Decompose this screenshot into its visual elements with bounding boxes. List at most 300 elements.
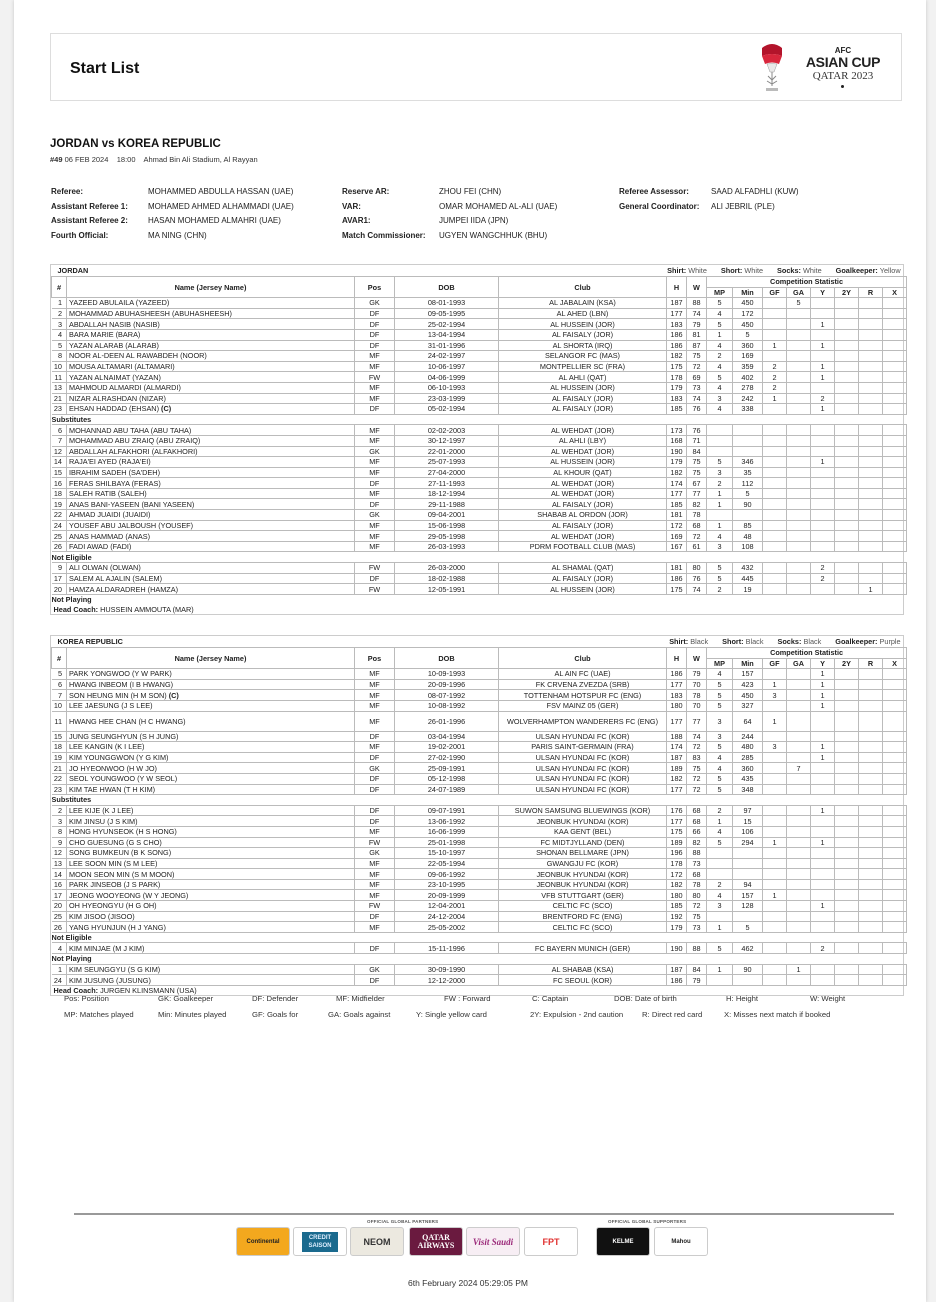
stat-gf (763, 446, 787, 457)
player-row (52, 922, 907, 933)
stat-y (811, 890, 835, 901)
stat-y: 1 (811, 457, 835, 468)
section-row (52, 594, 907, 604)
stat-y: 1 (811, 700, 835, 711)
player-dob: 08-07-1992 (395, 690, 499, 701)
stat-mp: 3 (707, 467, 733, 478)
stat-r (859, 382, 883, 393)
player-name-cell (67, 669, 355, 680)
stat-2y (835, 467, 859, 478)
player-position: MF (355, 679, 395, 690)
official-row (342, 187, 501, 196)
stat-2y (835, 858, 859, 869)
stat-ga (787, 975, 811, 986)
stat-y: 1 (811, 690, 835, 701)
legend-item: W: Weight (810, 994, 846, 1003)
stat-r (859, 742, 883, 753)
player-position: GK (355, 763, 395, 774)
page-header (50, 33, 902, 101)
kit-short-label: Short: (722, 637, 744, 646)
stat-min (733, 848, 763, 859)
player-weight: 71 (687, 435, 707, 446)
player-name-cell (67, 510, 355, 521)
player-number: 10 (52, 361, 67, 372)
player-name: SALEM AL AJALIN (SALEM) (69, 573, 163, 583)
stat-x (883, 404, 907, 415)
player-height: 173 (667, 425, 687, 436)
stat-mp (707, 510, 733, 521)
player-position: MF (355, 690, 395, 701)
stat-2y (835, 372, 859, 383)
stat-header-mp: MP (707, 287, 733, 298)
player-position: DF (355, 773, 395, 784)
stat-mp: 4 (707, 763, 733, 774)
player-weight: 79 (687, 975, 707, 986)
player-height: 177 (667, 488, 687, 499)
player-height: 192 (667, 911, 687, 922)
stat-min: 327 (733, 700, 763, 711)
player-row (52, 457, 907, 468)
player-position: MF (355, 393, 395, 404)
player-name-cell (67, 584, 355, 595)
legend-item: C: Captain (532, 994, 569, 1003)
player-height: 187 (667, 752, 687, 763)
stat-r (859, 531, 883, 542)
official-name: OMAR MOHAMED AL-ALI (UAE) (439, 201, 558, 211)
player-row (52, 563, 907, 574)
stat-y: 1 (811, 669, 835, 680)
stat-x (883, 319, 907, 330)
stat-x (883, 773, 907, 784)
stat-x (883, 340, 907, 351)
stat-mp: 4 (707, 382, 733, 393)
stat-y: 1 (811, 837, 835, 848)
stat-mp: 5 (707, 298, 733, 309)
player-height: 183 (667, 393, 687, 404)
player-name-cell (67, 975, 355, 986)
player-weight: 74 (687, 393, 707, 404)
player-number: 18 (52, 488, 67, 499)
player-position: MF (355, 361, 395, 372)
stat-mp: 5 (707, 573, 733, 584)
player-weight: 75 (687, 351, 707, 362)
player-name-cell (67, 879, 355, 890)
stat-2y (835, 393, 859, 404)
stat-2y (835, 478, 859, 489)
stat-mp: 2 (707, 879, 733, 890)
player-position: DF (355, 975, 395, 986)
stat-y (811, 763, 835, 774)
section-title: Substitutes (51, 415, 92, 425)
player-dob: 03-04-1994 (395, 731, 499, 742)
player-number: 13 (52, 382, 67, 393)
stat-y (811, 351, 835, 362)
player-club: KAA GENT (BEL) (499, 826, 667, 837)
player-name-cell (67, 922, 355, 933)
player-dob: 18-12-1994 (395, 488, 499, 499)
stat-gf (763, 879, 787, 890)
player-name: CHO GUESUNG (G S CHO) (69, 837, 162, 847)
player-dob: 10-09-1993 (395, 669, 499, 680)
head-coach-name: HUSSEIN AMMOUTA (MAR) (100, 604, 194, 614)
player-height: 175 (667, 826, 687, 837)
stat-mp: 5 (707, 700, 733, 711)
player-position: GK (355, 446, 395, 457)
player-name-cell (67, 563, 355, 574)
stat-r (859, 457, 883, 468)
player-name-cell (67, 340, 355, 351)
stat-header-gf: GF (763, 658, 787, 669)
player-dob: 13-06-1992 (395, 816, 499, 827)
player-dob: 20-09-1999 (395, 890, 499, 901)
stat-gf (763, 964, 787, 975)
player-name: ANAS BANI-YASEEN (BANI YASEEN) (69, 499, 195, 509)
player-position: DF (355, 784, 395, 795)
player-name-cell (67, 816, 355, 827)
stat-2y (835, 911, 859, 922)
player-weight: 88 (687, 298, 707, 309)
player-position: MF (355, 425, 395, 436)
player-row (52, 298, 907, 309)
stat-ga (787, 742, 811, 753)
player-position: MF (355, 467, 395, 478)
stat-mp (707, 869, 733, 880)
legend-item: X: Misses next match if booked (724, 1010, 831, 1019)
player-weight: 73 (687, 922, 707, 933)
player-position: DF (355, 805, 395, 816)
stat-gf: 1 (763, 711, 787, 731)
player-row (52, 690, 907, 701)
stat-min: 97 (733, 805, 763, 816)
col-number-header: # (52, 277, 67, 298)
player-row (52, 826, 907, 837)
player-club: MONTPELLIER SC (FRA) (499, 361, 667, 372)
kit-goalkeeper-value: Purple (879, 637, 901, 646)
stat-ga (787, 478, 811, 489)
player-club: CELTIC FC (SCO) (499, 901, 667, 912)
player-number: 8 (52, 351, 67, 362)
head-coach-label: Head Coach: (53, 604, 99, 614)
stat-gf: 2 (763, 372, 787, 383)
stat-min (733, 510, 763, 521)
stat-gf (763, 763, 787, 774)
stat-y (811, 510, 835, 521)
player-name: AHMAD JUAIDI (JUAIDI) (69, 510, 151, 520)
player-name-cell (67, 858, 355, 869)
stat-mp: 5 (707, 690, 733, 701)
player-name: YAZAN ALARAB (ALARAB) (69, 340, 159, 350)
stat-ga (787, 816, 811, 827)
logo-asian-cup-text: ASIAN CUP (805, 54, 881, 70)
kit-shirt-label: Shirt: (667, 266, 687, 275)
player-number: 15 (52, 467, 67, 478)
footer-divider (74, 1213, 894, 1215)
sponsor-name: CREDIT SAISON (302, 1232, 338, 1252)
stat-mp: 4 (707, 890, 733, 901)
col-number-header: # (52, 648, 67, 669)
player-row (52, 329, 907, 340)
player-height: 179 (667, 457, 687, 468)
player-name-cell (67, 742, 355, 753)
player-row (52, 784, 907, 795)
player-height: 180 (667, 890, 687, 901)
player-row (52, 669, 907, 680)
stat-y (811, 826, 835, 837)
kit-short (721, 266, 763, 275)
stat-2y (835, 826, 859, 837)
player-row (52, 731, 907, 742)
stat-ga (787, 837, 811, 848)
player-dob: 25-07-1993 (395, 457, 499, 468)
player-row (52, 446, 907, 457)
player-row (52, 805, 907, 816)
player-dob: 12-04-2001 (395, 901, 499, 912)
player-name-cell (67, 435, 355, 446)
stat-y (811, 584, 835, 595)
stat-2y (835, 298, 859, 309)
official-role: VAR: (342, 201, 361, 211)
stat-min (733, 869, 763, 880)
stat-r (859, 869, 883, 880)
stat-y: 2 (811, 563, 835, 574)
player-position: DF (355, 911, 395, 922)
player-number: 16 (52, 879, 67, 890)
stat-x (883, 573, 907, 584)
kit-shirt-label: Shirt: (669, 637, 689, 646)
stat-min: 432 (733, 563, 763, 574)
stat-x (883, 351, 907, 362)
player-number: 23 (52, 784, 67, 795)
stat-ga: 7 (787, 763, 811, 774)
player-position: GK (355, 848, 395, 859)
official-role: Match Commissioner: (342, 230, 426, 240)
player-club: JEONBUK HYUNDAI (KOR) (499, 879, 667, 890)
competition-statistic-header: Competition Statistic (707, 648, 907, 659)
stat-mp: 3 (707, 393, 733, 404)
kit-socks (777, 637, 821, 646)
stat-min: 242 (733, 393, 763, 404)
stat-x (883, 584, 907, 595)
player-row (52, 435, 907, 446)
sponsor-name: QATAR AIRWAYS (417, 1232, 455, 1250)
player-name: HWANG HEE CHAN (H C HWANG) (69, 716, 186, 726)
stat-mp: 3 (707, 901, 733, 912)
stat-y: 1 (811, 742, 835, 753)
player-height: 185 (667, 901, 687, 912)
stat-mp: 5 (707, 372, 733, 383)
stat-r: 1 (859, 584, 883, 595)
player-name: KIM JISOO (JISOO) (69, 911, 135, 921)
player-number: 9 (52, 837, 67, 848)
stat-2y (835, 869, 859, 880)
stat-x (883, 879, 907, 890)
stat-x (883, 446, 907, 457)
player-name: HAMZA ALDARADREH (HAMZA) (69, 584, 179, 594)
kit-short-value: White (744, 266, 764, 275)
stat-gf (763, 911, 787, 922)
player-position: MF (355, 382, 395, 393)
sponsor-logo (466, 1227, 520, 1256)
stat-header-2y: 2Y (835, 287, 859, 298)
stat-min: 5 (733, 922, 763, 933)
head-coach-label: Head Coach: (53, 986, 99, 996)
stat-gf (763, 805, 787, 816)
stat-min: 462 (733, 943, 763, 954)
logo-dot (841, 85, 844, 88)
stat-y (811, 382, 835, 393)
stat-r (859, 478, 883, 489)
player-height: 187 (667, 964, 687, 975)
player-weight: 78 (687, 879, 707, 890)
player-number: 26 (52, 922, 67, 933)
official-row (619, 202, 775, 211)
player-name: MOUSA ALTAMARI (ALTAMARI) (69, 362, 175, 372)
stat-y (811, 435, 835, 446)
stat-min: 157 (733, 890, 763, 901)
match-number: #49 (50, 155, 63, 164)
stat-x (883, 457, 907, 468)
stat-y (811, 467, 835, 478)
stat-header-min: Min (733, 287, 763, 298)
stat-x (883, 393, 907, 404)
player-row (52, 393, 907, 404)
player-club: AL SHAMAL (QAT) (499, 563, 667, 574)
official-row (51, 187, 293, 196)
stat-min: 359 (733, 361, 763, 372)
player-height: 176 (667, 805, 687, 816)
player-dob: 15-10-1997 (395, 848, 499, 859)
stat-gf (763, 773, 787, 784)
stat-r (859, 393, 883, 404)
player-name: FERAS SHILBAYA (FERAS) (69, 478, 161, 488)
stat-y (811, 911, 835, 922)
player-weight: 73 (687, 858, 707, 869)
stat-gf (763, 298, 787, 309)
player-club: SELANGOR FC (MAS) (499, 351, 667, 362)
stat-r (859, 510, 883, 521)
player-name-cell (67, 752, 355, 763)
stat-min: 169 (733, 351, 763, 362)
player-position: MF (355, 711, 395, 731)
player-row (52, 573, 907, 584)
official-row (51, 231, 207, 240)
official-row (51, 216, 281, 225)
stat-2y (835, 679, 859, 690)
player-position: FW (355, 372, 395, 383)
player-name-cell (67, 869, 355, 880)
stat-x (883, 901, 907, 912)
player-weight: 87 (687, 340, 707, 351)
stat-mp: 1 (707, 329, 733, 340)
stat-ga (787, 869, 811, 880)
stat-2y (835, 361, 859, 372)
player-number: 26 (52, 541, 67, 552)
player-row (52, 372, 907, 383)
stat-header-r: R (859, 658, 883, 669)
player-weight: 67 (687, 478, 707, 489)
stat-ga (787, 425, 811, 436)
stat-min: 402 (733, 372, 763, 383)
player-row (52, 679, 907, 690)
player-dob: 25-02-1994 (395, 319, 499, 330)
stat-x (883, 541, 907, 552)
player-height: 186 (667, 329, 687, 340)
stat-x (883, 488, 907, 499)
kit-socks (777, 266, 822, 275)
stat-ga (787, 510, 811, 521)
stat-mp: 5 (707, 773, 733, 784)
stat-y (811, 298, 835, 309)
player-name: HWANG INBEOM (I B HWANG) (69, 680, 174, 690)
player-height: 181 (667, 563, 687, 574)
player-name-cell (67, 700, 355, 711)
col-club-header: Club (499, 648, 667, 669)
player-number: 14 (52, 457, 67, 468)
player-club: AL SHORTA (IRQ) (499, 340, 667, 351)
player-name: MOHAMMAD ABU ZRAIQ (ABU ZRAIQ) (69, 436, 201, 446)
col-pos-header: Pos (355, 648, 395, 669)
player-height: 190 (667, 943, 687, 954)
stat-ga (787, 752, 811, 763)
player-number: 8 (52, 826, 67, 837)
col-weight-header: W (687, 648, 707, 669)
stat-min: 445 (733, 573, 763, 584)
stat-min (733, 911, 763, 922)
player-number: 1 (52, 298, 67, 309)
player-club: FSV MAINZ 05 (GER) (499, 700, 667, 711)
official-name: MOHAMED AHMED ALHAMMADI (UAE) (148, 201, 294, 211)
player-dob: 04-06-1999 (395, 372, 499, 383)
stat-2y (835, 901, 859, 912)
stat-r (859, 435, 883, 446)
player-weight: 75 (687, 911, 707, 922)
player-name-cell (67, 457, 355, 468)
player-height: 178 (667, 858, 687, 869)
player-name: EHSAN HADDAD (EHSAN) (69, 404, 160, 414)
official-row (342, 231, 547, 240)
stat-gf: 2 (763, 382, 787, 393)
stat-ga (787, 435, 811, 446)
section-title: Not Playing (51, 954, 92, 964)
player-dob: 15-11-1996 (395, 943, 499, 954)
player-height: 174 (667, 742, 687, 753)
player-height: 189 (667, 837, 687, 848)
player-height: 181 (667, 510, 687, 521)
stat-gf: 1 (763, 837, 787, 848)
stat-y (811, 731, 835, 742)
logo-qatar-text: QATAR 2023 (812, 70, 874, 82)
stat-2y (835, 922, 859, 933)
player-weight: 83 (687, 752, 707, 763)
player-weight: 82 (687, 499, 707, 510)
stat-r (859, 446, 883, 457)
match-date: 06 FEB 2024 (64, 155, 109, 164)
page-title: Start List (70, 60, 140, 77)
stat-x (883, 890, 907, 901)
player-name-cell (67, 763, 355, 774)
player-club: AL JABALAIN (KSA) (499, 298, 667, 309)
stat-y: 1 (811, 340, 835, 351)
stat-y (811, 922, 835, 933)
player-name: ANAS HAMMAD (ANAS) (69, 531, 151, 541)
stat-min: 108 (733, 541, 763, 552)
player-name-cell (67, 890, 355, 901)
player-name: SONG BUMKEUN (B K SONG) (69, 848, 172, 858)
stat-mp: 2 (707, 584, 733, 595)
player-club: AL AIN FC (UAE) (499, 669, 667, 680)
player-row (52, 911, 907, 922)
player-dob: 26-01-1996 (395, 711, 499, 731)
